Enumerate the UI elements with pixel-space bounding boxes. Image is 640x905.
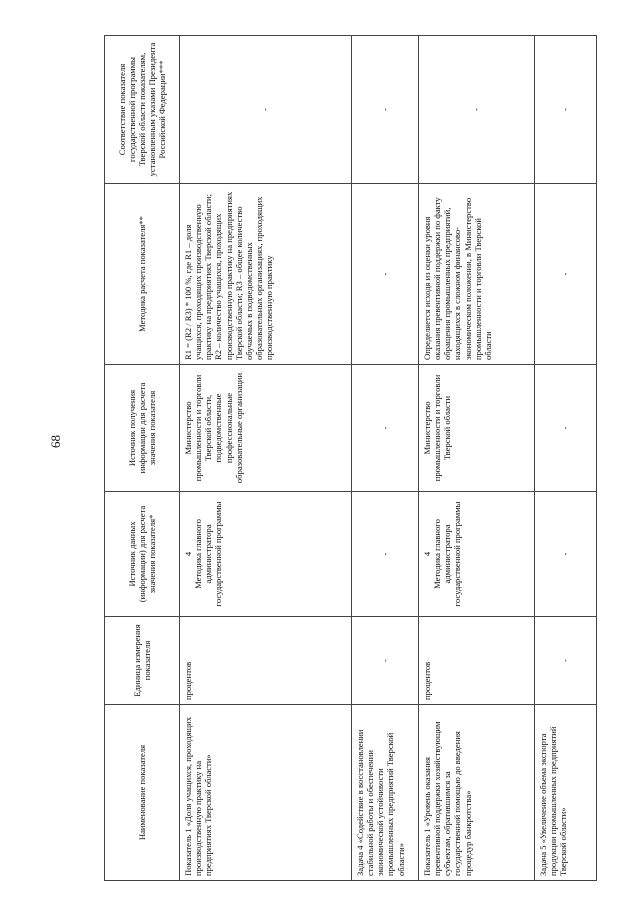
info-source: Министерство промышленности и торговли Тверской области [419,365,535,492]
table-row [180,36,352,881]
task-name: Задача 5 «Увеличение объема экспорта продукции промышленных предприятий Тверской области» [535,705,597,881]
header-data-source: Источник данных (информации) для расчета значения показателя* [105,492,180,617]
calculation-method: R1 = (R2 / R3) * 100 %, где R1 – доля учащихся, проходящих производственную практику на предприятиях Тверской области; R2 – количество учащихся, проходящих производственную практику на предприятиях Тверской области; R3 – общее количество обучаемых в подведомственных образовательных организациях, проходящих производственную практику [180,184,352,365]
compliance-value: - [419,36,535,184]
indicator-name: Показатель 1 «Доля учащихся, проходящих производственную практику на предприятиях Тверской области» [180,705,352,881]
data-source-cell [419,492,535,617]
info-source: - [352,365,419,492]
compliance-value: - [535,36,597,184]
data-source-text: - [352,492,419,617]
page-number: 68 [48,435,63,448]
table-row [535,36,597,881]
table-row [352,36,419,881]
data-source-text: Методика главного администратора государственной программы [193,501,224,607]
header-method: Методика расчета показателя** [105,184,180,365]
indicator-table-rotated [104,36,596,881]
table-header-row [105,36,180,881]
compliance-value: - [180,36,352,184]
info-source: Министерство промышленности и торговли Тверской области, подведомственные профессиональные образовательные организации [180,365,352,492]
indicator-unit: - [352,617,419,705]
indicator-unit: процентов [180,617,352,705]
data-source-text: Методика главного администратора государственной программы [432,501,463,607]
task-name: Задача 4 «Содействие в восстановлении стабильной работы и обеспечении экономической устойчивости промышленных предприятий Тверской области» [352,705,419,881]
header-unit: Единица измерения показателя [105,617,180,705]
data-source-number: 4 [422,551,432,557]
data-source-text: - [535,492,597,617]
data-source-cell [180,492,352,617]
calculation-method: - [352,184,419,365]
info-source: - [535,365,597,492]
calculation-method: - [535,184,597,365]
table-row [419,36,535,881]
compliance-value: - [352,36,419,184]
calculation-method: Определяется исходя из оценки уровня оказания превентивной поддержки по факту обращения промышленных предприятий, находящихся в сложном финансово-экономическом положении, в Министерство промышленности и торговли Тверской области [419,184,535,365]
indicator-name: Показатель 1 «Уровень оказания превентивной поддержки хозяйствующим субъектам, обратившимся за государственной помощью до введения процедур банкротства» [419,705,535,881]
header-indicator-name: Наименование показателя [105,705,180,881]
indicator-unit: процентов [419,617,535,705]
header-compliance: Соответствие показателя государственной программы Тверской области показателям, установленным указами Президента Российской Федерации*** [105,36,180,184]
indicator-unit: - [535,617,597,705]
data-source-number: 4 [183,551,193,557]
indicator-table [104,35,597,881]
header-info-source: Источник получения информации для расчета значения показателя [105,365,180,492]
